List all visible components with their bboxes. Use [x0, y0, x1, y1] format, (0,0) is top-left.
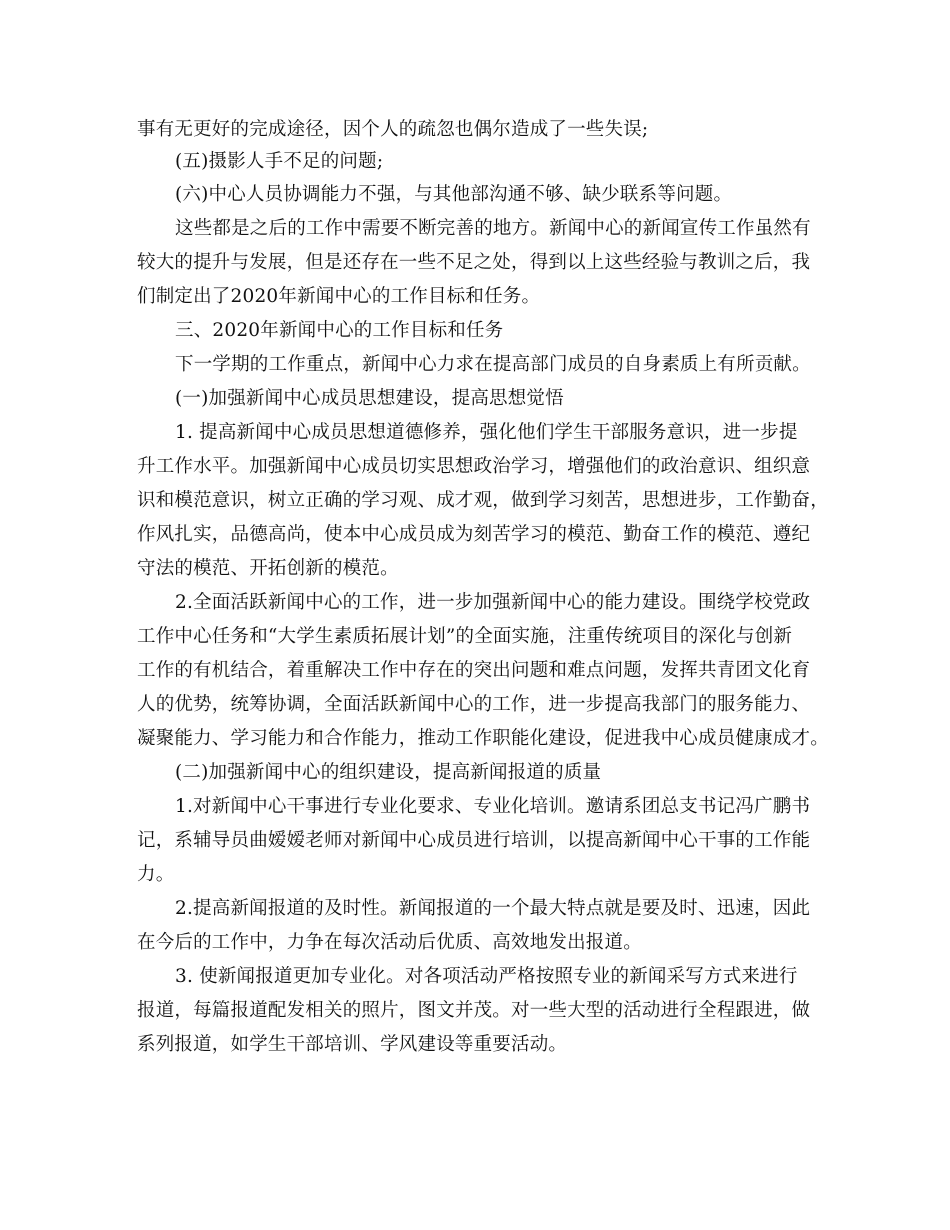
- text-line: 2.提高新闻报道的及时性。新闻报道的一个最大特点就是要及时、迅速，因此: [175, 898, 811, 919]
- text-line: 系列报道，如学生干部培训、学风建设等重要活动。: [137, 1034, 568, 1055]
- text-line: 升工作水平。加强新闻中心成员切实思想政治学习，增强他们的政治意识、组织意: [137, 456, 811, 477]
- text-line: (六)中心人员协调能力不强，与其他部沟通不够、缺少联系等问题。: [175, 184, 733, 205]
- text-line: 在今后的工作中，力争在每次活动后优质、高效地发出报道。: [137, 932, 642, 953]
- text-line: 记，系辅导员曲嫒嫒老师对新闻中心成员进行培训，以提高新闻中心干事的工作能: [137, 830, 811, 851]
- section-heading: 三、2020年新闻中心的工作目标和任务: [175, 320, 504, 341]
- text-line: 1. 提高新闻中心成员思想道德修养，强化他们学生干部服务意识，进一步提: [175, 422, 798, 443]
- text-line: (五)摄影人手不足的问题;: [175, 151, 384, 172]
- text-line: 2.全面活跃新闻中心的工作，进一步加强新闻中心的能力建设。围绕学校党政: [175, 592, 811, 613]
- text-line: 较大的提升与发展，但是还存在一些不足之处，得到以上这些经验与教训之后，我: [137, 252, 811, 273]
- text-line: 守法的模范、开拓创新的模范。: [137, 558, 399, 579]
- text-line: 工作的有机结合，着重解决工作中存在的突出问题和难点问题，发挥共青团文化育: [137, 660, 811, 681]
- text-line: 作风扎实，品德高尚，使本中心成员成为刻苦学习的模范、勤奋工作的模范、遵纪: [137, 524, 811, 545]
- text-line: 力。: [137, 864, 175, 885]
- text-line: 人的优势，统筹协调，全面活跃新闻中心的工作，进一步提高我部门的服务能力、: [137, 694, 811, 715]
- text-line: 工作中心任务和“大学生素质拓展计划”的全面实施，注重传统项目的深化与创新: [137, 626, 793, 647]
- text-line: 这些都是之后的工作中需要不断完善的地方。新闻中心的新闻宣传工作虽然有: [175, 218, 811, 239]
- text-line: 3. 使新闻报道更加专业化。对各项活动严格按照专业的新闻采写方式来进行: [175, 966, 798, 987]
- text-line: 凝聚能力、学习能力和合作能力，推动工作职能化建设，促进我中心成员健康成才。: [137, 728, 829, 749]
- text-line: 识和模范意识，树立正确的学习观、成才观，做到学习刻苦，思想进步，工作勤奋，: [137, 490, 829, 511]
- text-line: 事有无更好的完成途径，因个人的疏忽也偶尔造成了一些失误;: [137, 119, 649, 140]
- subsection-heading: (一)加强新闻中心成员思想建设，提高思想觉悟: [175, 388, 564, 409]
- subsection-heading: (二)加强新闻中心的组织建设，提高新闻报道的质量: [175, 762, 602, 783]
- text-line: 1.对新闻中心干事进行专业化要求、专业化培训。邀请系团总支书记冯广鹏书: [175, 796, 811, 817]
- text-line: 报道，每篇报道配发相关的照片，图文并茂。对一些大型的活动进行全程跟进，做: [137, 1000, 811, 1021]
- text-line: 们制定出了2020年新闻中心的工作目标和任务。: [137, 286, 541, 307]
- text-line: 下一学期的工作重点，新闻中心力求在提高部门成员的自身素质上有所贡献。: [175, 354, 811, 375]
